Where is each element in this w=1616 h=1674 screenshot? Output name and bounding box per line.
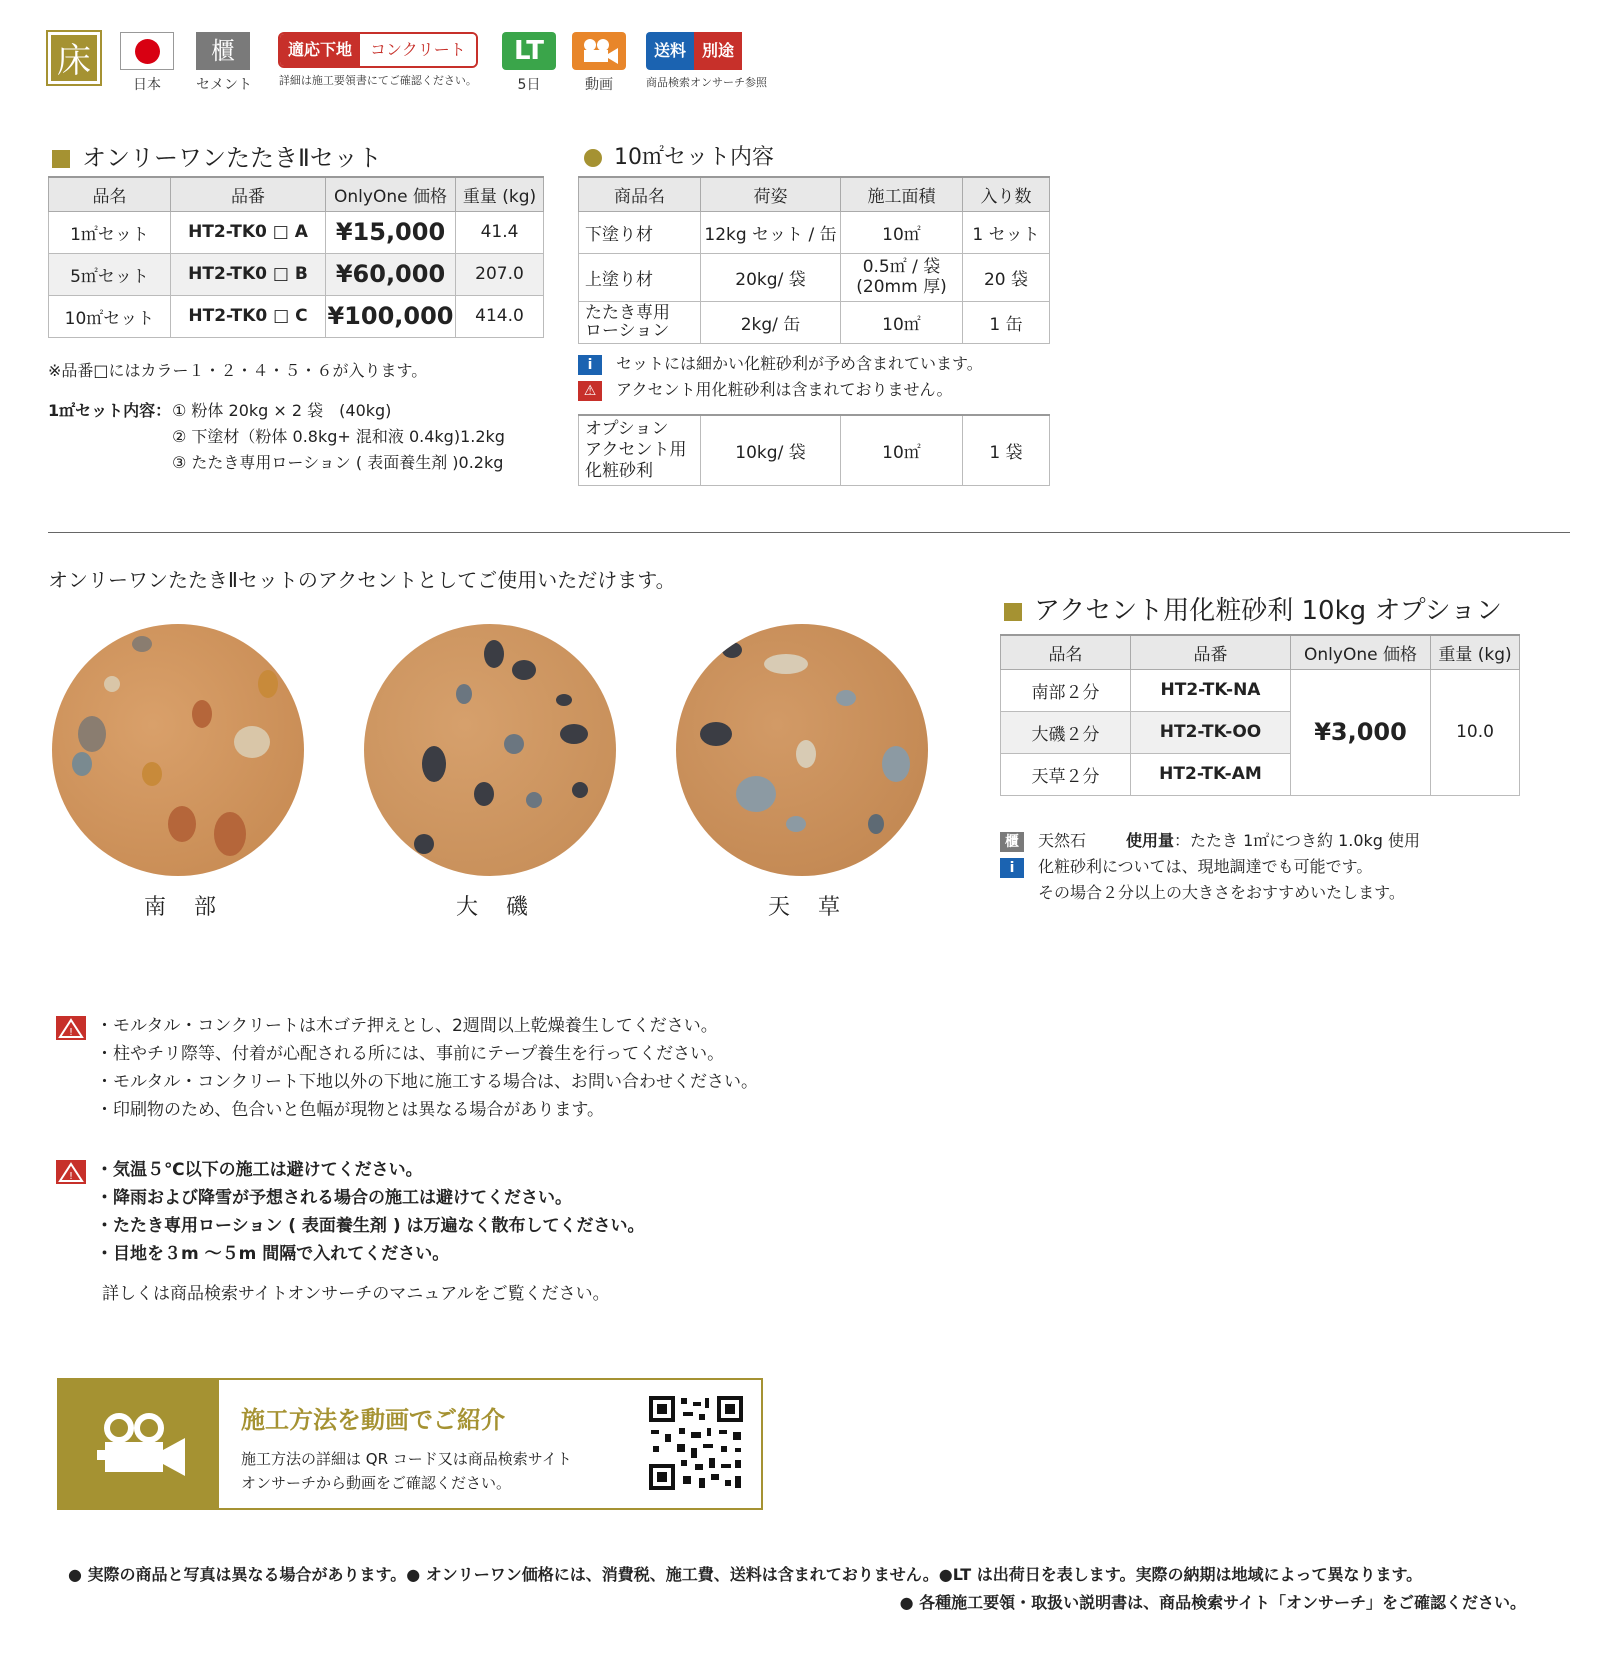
option-price: ¥3,000	[1291, 669, 1431, 795]
table-row: 南部２分 HT2-TK-NA ¥3,000 10.0	[1001, 669, 1520, 711]
sample-amakusa-label: 天草	[768, 895, 869, 920]
accent-intro: オンリーワンたたきⅡセットのアクセントとしてご使用いただけます。	[48, 568, 676, 592]
warnings-2: ・気温５℃以下の施工は避けてください。 ・降雨および降雪が予想される場合の施工は避けてください。 ・たたき専用ローション ( 表面養生剤 ) は万遍なく散布してください。 ・目地を３m ～５m 間隔で入れてください。	[96, 1160, 645, 1264]
content-table-title: 10㎡セット内容	[584, 140, 774, 171]
warnings-1: ・モルタル・コンクリートは木ゴテ押えとし、2週間以上乾燥養生してください。 ・柱やチリ際等、付着が心配される所には、事前にテープ養生を行ってください。 ・モルタル・コンクリート下地以外の下地に施工する場合は、お問い合わせください。 ・印刷物のため、色合いと色幅が現物とは異なる場合があります。	[96, 1016, 758, 1120]
table-row: 天草２分 HT2-TK-AM	[1001, 753, 1520, 795]
sample-oiso-image	[364, 624, 616, 876]
base-label: 適応下地	[280, 34, 360, 66]
table-row: 10㎡セット HT2-TK0 □ C ¥100,000 414.0	[49, 295, 544, 337]
cement-label: セメント	[196, 77, 252, 93]
ship-note: 商品検索オンサーチ参照	[646, 76, 767, 89]
base-note: 詳細は施工要領書にてご確認ください。	[278, 74, 477, 87]
warning-icon: ⚠	[578, 381, 602, 401]
warnings-2-note: 詳しくは商品検索サイトオンサーチのマニュアルをご覧ください。	[102, 1284, 610, 1304]
option-table-title: アクセント用化粧砂利 10kg オプション	[1004, 590, 1502, 627]
table-row: 上塗り材 20kg/ 袋 0.5㎡ / 袋 (20mm 厚) 20 袋	[579, 253, 1050, 301]
info-icon: i	[1000, 858, 1024, 878]
table-row: オプション アクセント用 化粧砂利 10kg/ 袋 10㎡ 1 袋	[579, 415, 1050, 485]
sample-nanbu-image	[52, 624, 304, 876]
natural-stone-icon: 櫃	[1000, 832, 1024, 852]
shipping-badge	[646, 32, 767, 90]
table-row: 5㎡セット HT2-TK0 □ B ¥60,000 207.0	[49, 253, 544, 295]
info-icon: i	[578, 355, 602, 375]
video-title: 施工方法を動画でご紹介	[241, 1406, 505, 1434]
set-contents: ① 粉体 20kg × 2 袋 (40kg) ② 下塗材（粉体 0.8kg+ 混和液 0.4kg)1.2kg ③ たたき専用ローション ( 表面養生剤 )0.2kg	[172, 401, 505, 472]
ship-a: 送料	[646, 32, 694, 70]
lt-days: 5日	[517, 77, 541, 93]
warn-note: ⚠ アクセント用化粧砂利は含まれておりません。	[578, 377, 952, 401]
col-weight: 重量 (kg)	[456, 177, 544, 211]
natural-stone-note: 櫃 天然石 使用量：たたき 1㎡につき約 1.0kg 使用	[1000, 828, 1420, 852]
svg-text:!: !	[68, 1027, 74, 1038]
sample-nanbu-label: 南部	[144, 895, 245, 920]
option-table: 品名 品番 OnlyOne 価格 重量 (kg) 南部２分 HT2-TK-NA ¥3,000 10.0 大磯２分 HT2-TK-OO 天草２分 HT2-TK-AM	[1000, 634, 1520, 796]
table-row: 下塗り材 12kg セット / 缶 10㎡ 1 セット	[579, 211, 1050, 253]
movie-label: 動画	[585, 77, 613, 93]
sample-amakusa-image	[676, 624, 928, 876]
option-weight: 10.0	[1431, 669, 1520, 795]
video-desc: 施工方法の詳細は QR コード又は商品検索サイト オンサーチから動画をご確認ください。	[241, 1450, 572, 1492]
cement-icon: 櫃 セメント	[196, 32, 252, 94]
table-row: 1㎡セット HT2-TK0 □ A ¥15,000 41.4	[49, 211, 544, 253]
svg-text:!: !	[68, 1171, 74, 1182]
info-note: i セットには細かい化粧砂利が予め含まれています。	[578, 351, 983, 375]
table-row: たたき専用 ローション 2kg/ 缶 10㎡ 1 缶	[579, 301, 1050, 343]
footer-line-1: ● 実際の商品と写真は異なる場合があります。● オンリーワン価格には、消費税、施工費、送料は含まれておりません。●LT は出荷日を表します。実際の納期は地域によって異なります。	[68, 1565, 1423, 1584]
floor-icon: 床	[48, 32, 100, 84]
ship-b: 別途	[694, 32, 742, 70]
base-value: コンクリート	[360, 34, 476, 66]
japan-flag-icon	[120, 32, 174, 94]
movie-icon	[572, 32, 626, 94]
lt-icon: LT 5日	[502, 32, 556, 94]
content-table: 商品名 荷姿 施工面積 入り数 下塗り材 12kg セット / 缶 10㎡ 1 セット 上塗り材 20kg/ 袋 0.5㎡ / 袋 (20mm 厚) 20 袋 たたき専用 ローション 2kg/ 缶 10㎡ 1 缶	[578, 176, 1050, 344]
content-label: 1㎡セット内容：	[48, 401, 172, 420]
set-table-title: オンリーワンたたきⅡセット	[52, 138, 382, 173]
color-note: ※品番□にはカラー１・２・４・５・６が入ります。	[48, 361, 428, 380]
video-camera-icon	[59, 1380, 219, 1508]
sample-oiso-label: 大磯	[456, 895, 557, 920]
qr-code[interactable]	[647, 1394, 745, 1492]
japan-label: 日本	[133, 77, 161, 93]
table-row: 大磯２分 HT2-TK-OO	[1001, 711, 1520, 753]
base-badge	[278, 32, 478, 88]
set-table	[48, 176, 544, 338]
warning-icon	[56, 1160, 86, 1188]
gravel-note: i 化粧砂利については、現地調達でも可能です。	[1000, 854, 1372, 878]
col-name: 品名	[49, 177, 171, 211]
divider	[48, 532, 1570, 533]
col-price: OnlyOne 価格	[326, 177, 456, 211]
gravel-note-2: その場合２分以上の大きさをおすすめいたします。	[1038, 883, 1405, 902]
footer-line-2: ● 各種施工要領・取扱い説明書は、商品検索サイト「オンサーチ」をご確認ください。	[899, 1593, 1526, 1612]
warning-icon	[56, 1016, 86, 1044]
col-code: 品番	[171, 177, 326, 211]
option-row-table	[578, 414, 1050, 486]
